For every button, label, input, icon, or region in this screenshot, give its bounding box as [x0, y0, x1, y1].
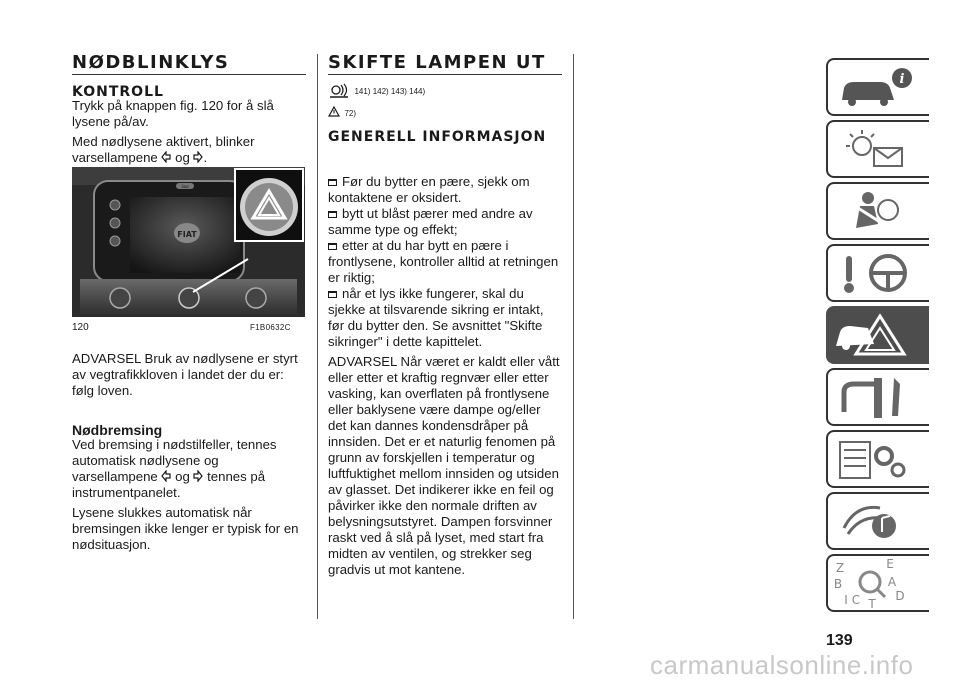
hazard-arrow-left-icon [161, 470, 171, 482]
bullet-item [328, 286, 562, 350]
tab-technical-data[interactable] [826, 430, 929, 488]
warning-triangle-icon [328, 106, 340, 117]
dashboard-illustration [72, 167, 305, 317]
tab-maintenance-tools[interactable] [826, 368, 929, 426]
tab-index[interactable] [826, 554, 929, 612]
bullet-icon [328, 291, 337, 298]
text-part: tennes på instrumentpanelet. [72, 469, 266, 500]
index-letter: I [844, 593, 848, 607]
lamp-replacement-icon [328, 81, 350, 99]
bullet-icon [328, 243, 337, 250]
multimedia-icon [828, 494, 928, 548]
advarsel-kondens: ADVARSEL Når været er kaldt eller vått eller etter et kraftig regnvær eller etter vasking, kan overflaten på frontlysene eller baklysene være dampe og/eller det kan dannes kondensdråper på innsiden. Det er et naturlig fenomen på grunn av forskjellen i temperatur og luftfuktighet mellom innsiden og utsiden av glasset. Det indikerer ikke en feil og påvirker ikke den normale driften av belysningsutstyret. Dampen forsvinner raskt ved å slå på lyset, med start fra midten av ventilen, og strekker seg gradvis ut mot kantene. [328, 354, 560, 577]
tab-airbag-safety[interactable] [826, 182, 929, 240]
index-letter: A [887, 575, 897, 589]
index-letter: D [895, 589, 905, 603]
section-title-nodblinklys: NØDBLINKLYS [72, 52, 230, 73]
tab-warning-lights[interactable] [826, 120, 929, 178]
steering-key-icon [828, 246, 928, 300]
figure-code: F1B0632C [250, 323, 291, 332]
warning-lights-icon [828, 122, 928, 176]
emergency-breakdown-icon [828, 308, 928, 362]
car-info-icon [828, 60, 928, 114]
svg-text:i: i [899, 72, 905, 87]
bullet-icon [328, 211, 337, 218]
bullet-text: når et lys ikke fungerer, skal du sjekke at tilsvarende sikring er intakt, før du bytter den. Se avsnittet "Skifte sikringer" i dette kapittelet. [328, 286, 544, 349]
technical-data-icon [828, 432, 928, 486]
nodbremsing-heading: Nødbremsing [72, 422, 163, 438]
figure-logo: FIAT [177, 230, 197, 239]
text-og: og [175, 150, 190, 165]
hazard-arrow-left-icon [161, 151, 171, 163]
bullet-text: bytt ut blåst pærer med andre av samme type og effekt; [328, 206, 533, 237]
paragraph-ved-bremsing [72, 437, 306, 501]
title-rule [72, 74, 306, 75]
index-letter: E [886, 557, 894, 571]
text-end: . [203, 150, 208, 165]
maintenance-tools-icon [828, 370, 928, 424]
chapter-tabs [826, 58, 929, 616]
tab-multimedia[interactable] [826, 492, 929, 550]
title-rule [328, 74, 562, 75]
index-letters-icon [828, 556, 928, 610]
figure-dash-label: iioo [181, 184, 189, 189]
paragraph-trykk: Trykk på knappen fig. 120 for å slå lysene på/av. [72, 98, 274, 129]
column-divider [317, 54, 318, 619]
refs-text: 141) 142) 143) 144) [354, 87, 426, 97]
refs-text: 72) [344, 109, 357, 118]
paragraph-lysene-slukkes: Lysene slukkes automatisk når bremsingen ikke lenger er typisk for en nødsituasjon. [72, 505, 299, 552]
text-part: Med nødlysene aktivert, blinker varsellampene [72, 134, 255, 165]
figure-hazard-button [72, 167, 305, 317]
index-letter: T [868, 597, 876, 610]
tab-car-info[interactable] [826, 58, 929, 116]
airbag-safety-icon [828, 184, 928, 238]
section-title-skifte-lampen: SKIFTE LAMPEN UT [328, 52, 546, 73]
advarsel-vegtrafikk: ADVARSEL Bruk av nødlysene er styrt av vegtrafikkloven i landet der du er: følg loven. [72, 351, 298, 398]
index-letter: B [833, 577, 843, 591]
bullet-text: Før du bytter en pære, sjekk om kontaktene er oksidert. [328, 174, 530, 205]
bullet-text: etter at du har bytt en pære i frontlysene, kontroller alltid at retningen er riktig; [328, 238, 559, 285]
paragraph-med-nodlysene [72, 134, 306, 166]
kontroll-heading: KONTROLL [72, 84, 164, 100]
figure-number: 120 [72, 322, 89, 333]
refs-row-2 [328, 103, 356, 117]
bullet-icon [328, 179, 337, 186]
generell-informasjon-heading: GENERELL INFORMASJON [328, 129, 547, 145]
text-part: Ved bremsing i nødstilfeller, tennes automatisk nødlysene og varsellampene [72, 437, 277, 484]
tab-emergency-breakdown[interactable] [826, 306, 929, 364]
watermark: carmanualsonline.info [650, 650, 914, 680]
index-letter: Z [835, 561, 845, 575]
index-letter: C [851, 593, 861, 607]
page-number: 139 [826, 632, 853, 649]
tab-steering-key[interactable] [826, 244, 929, 302]
hazard-arrow-right-icon [193, 470, 203, 482]
hazard-arrow-right-icon [193, 151, 203, 163]
bullet-item [328, 238, 562, 286]
bullet-item [328, 174, 562, 206]
refs-row-1 [328, 81, 425, 103]
text-og: og [175, 469, 190, 484]
column-divider [573, 54, 574, 619]
bullet-item [328, 206, 562, 238]
